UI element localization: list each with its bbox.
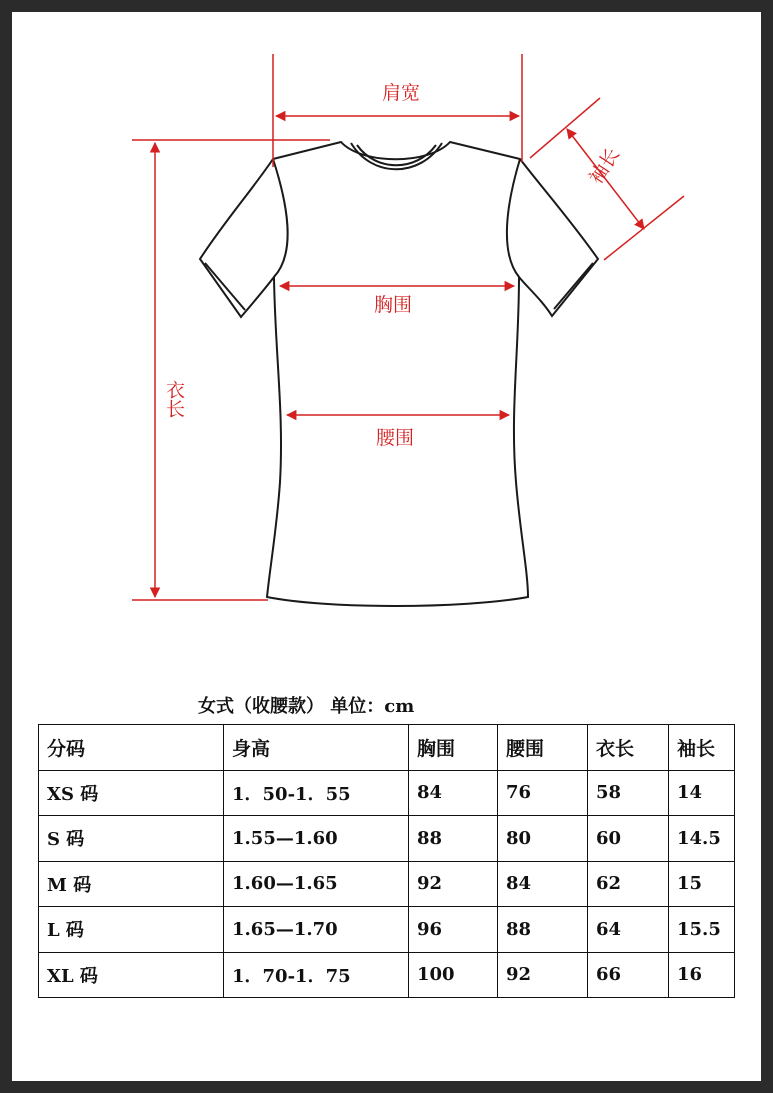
shoulder-label: 肩宽 — [382, 82, 421, 104]
cell-waist: 84 — [498, 861, 588, 907]
header-waist: 腰围 — [498, 725, 588, 771]
left-cuff-line — [205, 263, 245, 310]
sleeve-label: 袖长 — [585, 144, 625, 189]
cell-size: XL 码 — [39, 952, 224, 998]
sleeve-guide-top — [530, 98, 600, 158]
cell-size: S 码 — [39, 816, 224, 862]
right-cuff-line — [554, 263, 593, 309]
measurement-lines — [132, 54, 684, 600]
cell-height: 1.60—1.65 — [224, 861, 409, 907]
cell-waist: 92 — [498, 952, 588, 998]
cell-chest: 96 — [409, 907, 498, 953]
cell-length: 58 — [588, 770, 669, 816]
cell-height: 1.65—1.70 — [224, 907, 409, 953]
cell-length: 66 — [588, 952, 669, 998]
cell-sleeve: 14 — [669, 770, 735, 816]
table-row — [39, 770, 735, 816]
header-length: 衣长 — [588, 725, 669, 771]
cell-height: 1．70-1．75 — [224, 952, 409, 998]
tshirt-body-outline — [200, 142, 598, 606]
length-label: 衣长 — [163, 380, 185, 418]
cell-sleeve: 15 — [669, 861, 735, 907]
chest-label: 胸围 — [374, 294, 413, 316]
cell-height: 1.55—1.60 — [224, 816, 409, 862]
cell-height: 1．50-1．55 — [224, 770, 409, 816]
cell-waist: 88 — [498, 907, 588, 953]
tshirt-outline — [200, 142, 598, 606]
left-armhole-line — [273, 159, 288, 277]
header-height: 身高 — [224, 725, 409, 771]
cell-size: XS 码 — [39, 770, 224, 816]
right-armhole-line — [507, 159, 520, 277]
cell-length: 62 — [588, 861, 669, 907]
cell-chest: 84 — [409, 770, 498, 816]
tshirt-measurement-diagram — [12, 12, 761, 672]
cell-length: 60 — [588, 816, 669, 862]
cell-sleeve: 14.5 — [669, 816, 735, 862]
header-size: 分码 — [39, 725, 224, 771]
waist-label: 腰围 — [376, 427, 415, 449]
table-row — [39, 907, 735, 953]
cell-waist: 76 — [498, 770, 588, 816]
header-chest: 胸围 — [409, 725, 498, 771]
cell-chest: 92 — [409, 861, 498, 907]
cell-chest: 88 — [409, 816, 498, 862]
header-sleeve: 袖长 — [669, 725, 735, 771]
cell-size: L 码 — [39, 907, 224, 953]
table-row — [39, 952, 735, 998]
cell-sleeve: 16 — [669, 952, 735, 998]
table-row — [39, 816, 735, 862]
size-chart-sheet — [12, 12, 761, 1081]
table-caption: 女式（收腰款） 单位：cm — [198, 696, 415, 717]
table-row — [39, 861, 735, 907]
size-table — [38, 724, 735, 998]
cell-size: M 码 — [39, 861, 224, 907]
cell-chest: 100 — [409, 952, 498, 998]
cell-waist: 80 — [498, 816, 588, 862]
cell-sleeve: 15.5 — [669, 907, 735, 953]
table-header-row — [39, 725, 735, 771]
cell-length: 64 — [588, 907, 669, 953]
